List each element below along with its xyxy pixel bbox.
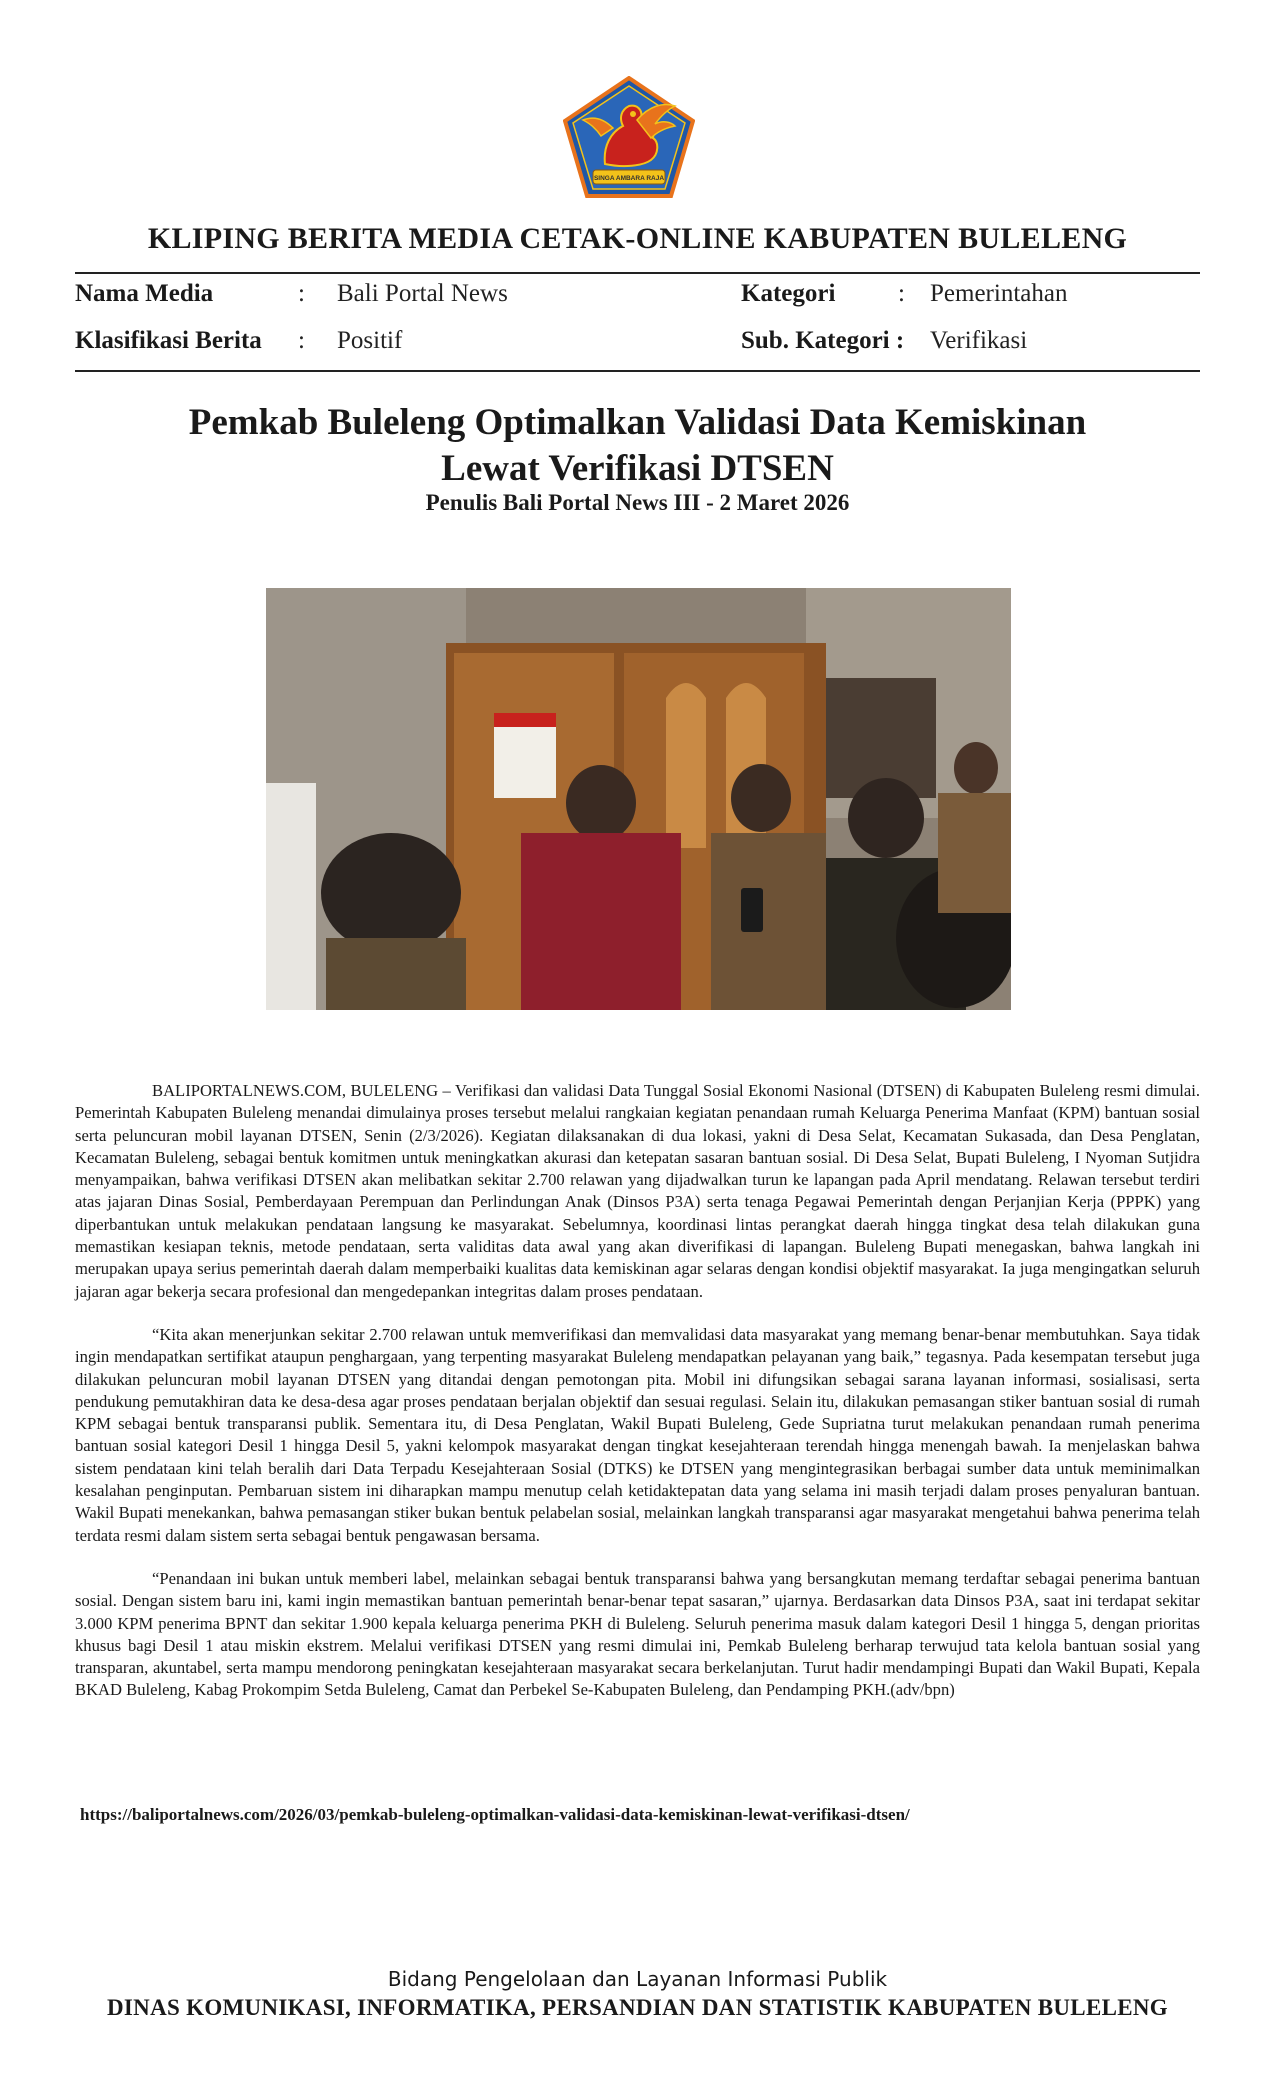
headline-line-1: Pemkab Buleleng Optimalkan Validasi Data Kemiskinan xyxy=(188,402,1087,443)
headline-line-2: Lewat Verifikasi DTSEN xyxy=(441,448,834,489)
article-paragraph-1: BALIPORTALNEWS.COM, BULELENG – Verifikasi dan validasi Data Tunggal Sosial Ekonomi Nasional (DTSEN) di Kabupaten Buleleng resmi dimulai. Pemerintah Kabupaten Buleleng menandai dimulainya proses tersebut melalui rangkaian kegiatan penandaan rumah Keluarga Penerima Manfaat (KPM) bantuan sosial serta peluncuran mobil layanan DTSEN, Senin (2/3/2026). Kegiatan dilaksanakan di dua lokasi, yakni di Desa Selat, Kecamatan Sukasada, dan Desa Penglatan, Kecamatan Buleleng, sebagai bentuk komitmen untuk meningkatkan akurasi dan ketepatan sasaran bantuan sosial. Di Desa Selat, Bupati Buleleng, I Nyoman Sutjidra menyampaikan, bahwa verifikasi DTSEN akan melibatkan sekitar 2.700 relawan yang dijadwalkan turun ke lapangan pada April mendatang. Relawan tersebut terdiri atas jajaran Dinas Sosial, Pemberdayaan Perempuan dan Perlindungan Anak (Dinsos P3A) serta tenaga Pegawai Pemerintah dengan Perjanjian Kerja (PPPK) yang diperbantukan untuk melakukan pendataan langsung ke masyarakat. Sebelumnya, koordinasi lintas perangkat daerah hingga tingkat desa telah dilakukan guna memastikan kesiapan teknis, metode pendataan, serta validitas data awal yang akan diverifikasi di lapangan. Buleleng Bupati menegaskan, bahwa langkah ini merupakan upaya serius pemerintah daerah dalam memperbaiki kualitas data kemiskinan agar selaras dengan kondisi objektif masyarakat. Ia juga mengingatkan seluruh jajaran agar bekerja secara profesional dan mengedepankan integritas dalam proses pendataan. xyxy=(75,1081,1200,1301)
article-byline: Penulis Bali Portal News III - 2 Maret 2026 xyxy=(425,490,850,515)
buleleng-emblem-logo xyxy=(563,76,695,198)
article-headline xyxy=(0,400,1275,492)
category-value: Pemerintahan xyxy=(930,280,1068,307)
classification-value: Positif xyxy=(337,327,403,354)
footer-agency: DINAS KOMUNIKASI, INFORMATIKA, PERSANDIAN DAN STATISTIK KABUPATEN BULELENG xyxy=(107,1995,1168,2020)
category-label: Kategori xyxy=(741,280,836,307)
news-photo xyxy=(266,588,1011,1010)
media-name-label: Nama Media xyxy=(75,280,214,307)
classification-label: Klasifikasi Berita xyxy=(75,327,262,354)
document-title: KLIPING BERITA MEDIA CETAK-ONLINE KABUPATEN BULELENG xyxy=(147,222,1128,255)
media-name-value: Bali Portal News xyxy=(337,280,508,307)
classification-separator: : xyxy=(298,327,305,354)
bottom-rule-divider xyxy=(75,370,1200,372)
top-rule-divider xyxy=(75,272,1200,274)
category-separator: : xyxy=(898,280,905,307)
article-paragraph-3: “Penandaan ini bukan untuk memberi label, melainkan sebagai bentuk transparansi bahwa yang bersangkutan memang terdaftar sebagai penerima bantuan sosial. Dengan sistem baru ini, kami ingin memastikan bantuan pemerintah benar-benar tepat sasaran,” ujarnya. Berdasarkan data Dinsos P3A, saat ini terdapat sekitar 3.000 KPM penerima BPNT dan sekitar 1.900 kepala keluarga penerima PKH di Buleleng. Seluruh penerima masuk dalam kategori Desil 1 hingga 5, dengan prioritas khusus bagi Desil 1 atau miskin ekstrem. Melalui verifikasi DTSEN yang resmi dimulai ini, Pemkab Buleleng berharap terwujud tata kelola bantuan sosial yang transparan, akuntabel, serta mampu mendorong peningkatan kesejahteraan masyarakat secara berkelanjutan. Turut hadir mendampingi Bupati dan Wakil Bupati, Kepala BKAD Buleleng, Kabag Prokompim Setda Buleleng, Camat dan Perbekel Se-Kabupaten Buleleng, dan Pendamping PKH.(adv/bpn) xyxy=(75,1568,1200,1700)
subcategory-value: Verifikasi xyxy=(930,327,1028,354)
subcategory-label: Sub. Kategori : xyxy=(741,327,905,354)
media-name-separator: : xyxy=(298,280,305,307)
article-paragraph-2: “Kita akan menerjunkan sekitar 2.700 relawan untuk memverifikasi dan memvalidasi data masyarakat yang memang benar-benar membutuhkan. Saya tidak ingin mendapatkan sertifikat ataupun penghargaan, yang terpenting masyarakat Buleleng mendapatkan pelayanan yang baik,” tegasnya. Pada kesempatan tersebut juga dilakukan peluncuran mobil layanan DTSEN yang ditandai dengan pemotongan pita. Mobil ini difungsikan sebagai sarana layanan informasi, sosialisasi, serta pendukung pemutakhiran data ke desa-desa agar proses pendataan berjalan objektif dan sesuai regulasi. Selain itu, dilakukan pemasangan stiker bantuan sosial di rumah KPM sebagai bentuk transparansi publik. Sementara itu, di Desa Penglatan, Wakil Bupati Buleleng, Gede Supriatna turut melakukan penandaan rumah penerima bantuan sosial kategori Desil 1 hingga Desil 5, yakni kelompok masyarakat dengan tingkat kesejahteraan terendah hingga menengah bawah. Ia menjelaskan bahwa sistem pendataan kini telah beralih dari Data Terpadu Kesejahteraan Sosial (DTKS) ke DTSEN yang mengintegrasikan berbagai sumber data untuk meminimalkan kesalahan penginputan. Pembaruan sistem ini diharapkan mampu menutup celah ketidaktepatan data yang selama ini masih terjadi dalam proses penyaluran bantuan. Wakil Bupati menekankan, bahwa pemasangan stiker bukan bentuk pelabelan sosial, melainkan langkah transparansi agar masyarakat mengetahui bahwa penerima telah terdata resmi dalam sistem serta sebagai bentuk pengawasan bersama. xyxy=(75,1324,1200,1545)
logo-ribbon-text: SINGA AMBARA RAJA xyxy=(593,175,665,182)
source-url-link[interactable]: https://baliportalnews.com/2026/03/pemkab-buleleng-optimalkan-validasi-data-kemiskinan-lewat-verifikasi-dtsen/ xyxy=(80,1805,910,1824)
article-body xyxy=(75,1080,1200,1723)
footer-department: Bidang Pengelolaan dan Layanan Informasi Publik xyxy=(387,1967,888,1991)
